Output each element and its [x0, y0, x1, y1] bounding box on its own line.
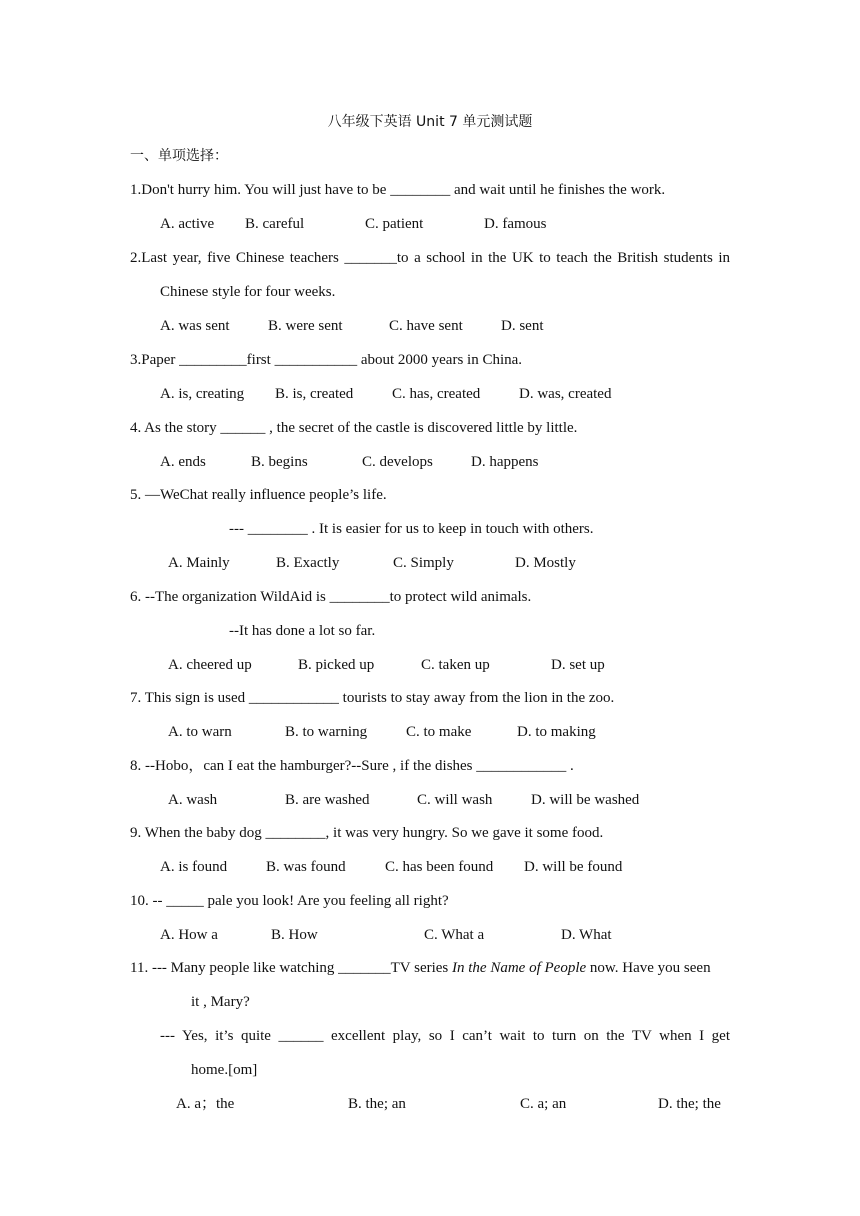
q8-option-a: A. wash: [168, 792, 218, 808]
section-heading: 一、单项选择：: [130, 148, 228, 164]
q4-option-a: A. ends: [160, 454, 206, 470]
q10-option-c: C. What a: [424, 927, 485, 943]
question-2-stem: 2.Last year, five Chinese teachers _______to a school in the UK to teach the British students in: [130, 250, 730, 266]
q4-option-d: D. happens: [471, 454, 539, 470]
q10-option-d: D. What: [561, 927, 612, 943]
q1-option-c: C. patient: [365, 216, 424, 232]
q6-option-b: B. picked up: [298, 657, 375, 673]
q5-option-b: B. Exactly: [276, 555, 340, 571]
question-11-series-title: In the Name of People: [452, 960, 587, 976]
q2-option-b: B. were sent: [268, 318, 343, 334]
q5-option-a: A. Mainly: [168, 555, 230, 571]
q7-option-d: D. to making: [517, 724, 596, 740]
q8-option-b: B. are washed: [285, 792, 370, 808]
question-4-stem: 4. As the story ______ , the secret of the castle is discovered little by little.: [130, 420, 578, 436]
q11-option-d: D. the; the: [658, 1096, 721, 1112]
question-10-stem: 10. -- _____ pale you look! Are you feeling all right?: [130, 893, 449, 909]
question-1-stem: 1.Don't hurry him. You will just have to be ________ and wait until he finishes the work.: [130, 182, 666, 198]
q5-option-c: C. Simply: [393, 555, 454, 571]
q7-option-a: A. to warn: [168, 724, 232, 740]
question-6-reply: --It has done a lot so far.: [229, 623, 376, 639]
question-6-stem: 6. --The organization WildAid is ________to protect wild animals.: [130, 589, 532, 605]
q1-option-a: A. active: [160, 216, 215, 232]
q11-option-b: B. the; an: [348, 1096, 406, 1112]
question-3-stem: 3.Paper _________first ___________ about 2000 years in China.: [130, 352, 523, 368]
question-11-stem-continued: it , Mary?: [191, 994, 250, 1010]
question-11-reply-continued: home.[om]: [191, 1062, 258, 1078]
q11-option-a: A. a；the: [176, 1096, 235, 1112]
q6-option-d: D. set up: [551, 657, 605, 673]
q7-option-b: B. to warning: [285, 724, 368, 740]
q3-option-b: B. is, created: [275, 386, 354, 402]
question-11-stem-end: now. Have you seen: [586, 960, 711, 976]
q9-option-b: B. was found: [266, 859, 346, 875]
question-2-stem-continued: Chinese style for four weeks.: [160, 284, 336, 300]
q4-option-b: B. begins: [251, 454, 308, 470]
question-11-reply: --- Yes, it’s quite ______ excellent play, so I can’t wait to turn on the TV when I get: [160, 1028, 730, 1044]
question-5-reply: --- ________ . It is easier for us to keep in touch with others.: [229, 521, 594, 537]
q6-option-a: A. cheered up: [168, 657, 252, 673]
q3-option-a: A. is, creating: [160, 386, 245, 402]
q8-option-d: D. will be washed: [531, 792, 640, 808]
q6-option-c: C. taken up: [421, 657, 490, 673]
q1-option-d: D. famous: [484, 216, 547, 232]
q11-option-c: C. a; an: [520, 1096, 567, 1112]
q2-option-c: C. have sent: [389, 318, 463, 334]
q4-option-c: C. develops: [362, 454, 433, 470]
question-8-stem: 8. --Hobo，can I eat the hamburger?--Sure , if the dishes ____________ .: [130, 758, 574, 774]
q5-option-d: D. Mostly: [515, 555, 576, 571]
q3-option-d: D. was, created: [519, 386, 612, 402]
q1-option-b: B. careful: [245, 216, 305, 232]
q8-option-c: C. will wash: [417, 792, 493, 808]
q3-option-c: C. has, created: [392, 386, 481, 402]
question-9-stem: 9. When the baby dog ________, it was very hungry. So we gave it some food.: [130, 825, 604, 841]
page-title: 八年级下英语 Unit 7 单元测试题: [327, 114, 533, 130]
q9-option-a: A. is found: [160, 859, 228, 875]
q9-option-c: C. has been found: [385, 859, 494, 875]
q2-option-d: D. sent: [501, 318, 544, 334]
question-11-stem: [130, 958, 711, 978]
q10-option-b: B. How: [271, 927, 318, 943]
q2-option-a: A. was sent: [160, 318, 230, 334]
q10-option-a: A. How a: [160, 927, 218, 943]
q7-option-c: C. to make: [406, 724, 472, 740]
question-7-stem: 7. This sign is used ____________ tourists to stay away from the lion in the zoo.: [130, 690, 615, 706]
question-5-stem: 5. —WeChat really influence people’s life.: [130, 487, 387, 503]
question-11-stem-start: 11. --- Many people like watching _______TV series: [130, 960, 453, 976]
q9-option-d: D. will be found: [524, 859, 623, 875]
